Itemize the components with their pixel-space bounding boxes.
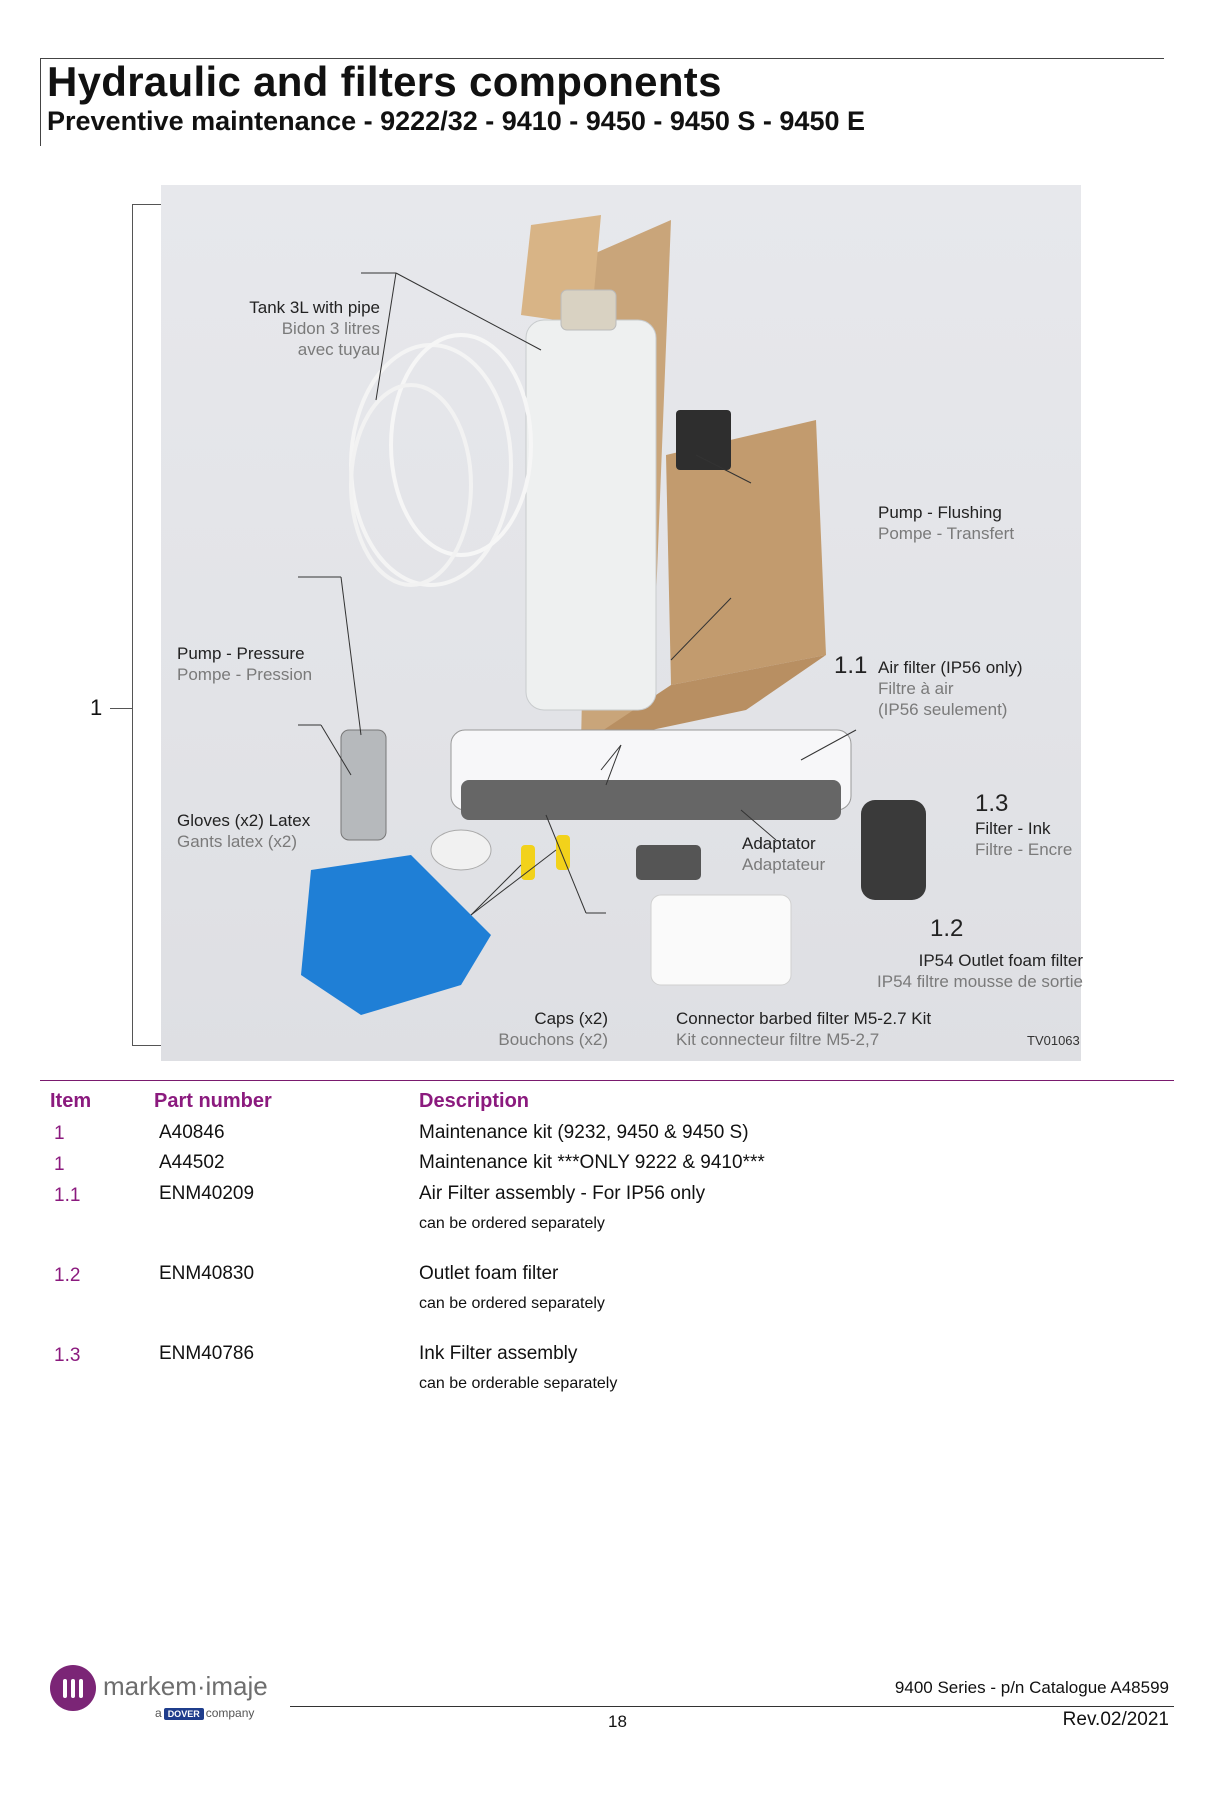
- callout-pump-pressure: Pump - Pressure Pompe - Pression: [177, 644, 313, 684]
- callout-number-1-2: 1.2: [930, 915, 964, 942]
- tank-body: [526, 320, 656, 710]
- tank-cap: [561, 290, 616, 330]
- figure-item-label: 1: [90, 695, 103, 720]
- adaptator-part: [636, 845, 701, 880]
- row-1-part: A40846: [159, 1122, 225, 1143]
- air-filter-tray: [461, 780, 841, 820]
- callout-gloves: Gloves (x2) Latex Gants latex (x2): [177, 811, 311, 851]
- logo-subline: a DOVER company: [155, 1706, 255, 1720]
- callout-adaptator: Adaptator Adaptateur: [742, 834, 826, 874]
- dover-logo: DOVER: [164, 1708, 204, 1720]
- footer-catalogue: 9400 Series - p/n Catalogue A48599: [894, 1678, 1169, 1697]
- cap-white: [431, 830, 491, 870]
- row-3-note: can be ordered separately: [419, 1215, 605, 1232]
- row-2-desc: Maintenance kit ***ONLY 9222 & 9410***: [419, 1152, 765, 1173]
- row-4-part: ENM40830: [159, 1263, 255, 1284]
- row-1-item: 1: [54, 1123, 65, 1144]
- yellow-cap-2: [556, 835, 570, 870]
- row-1-desc: Maintenance kit (9232, 9450 & 9450 S): [419, 1122, 749, 1143]
- image-reference: TV01063: [1027, 1033, 1080, 1048]
- logo-wordmark: markem·imaje: [103, 1671, 268, 1701]
- markem-imaje-logo-icon: [50, 1665, 96, 1711]
- callout-ink-filter: Filter - Ink Filtre - Encre: [975, 819, 1073, 859]
- pressure-pump: [341, 730, 386, 840]
- callout-tank: Tank 3L with pipe Bidon 3 litres avec tuyau: [249, 298, 380, 359]
- callout-connector: Connector barbed filter M5-2.7 Kit Kit connecteur filtre M5-2,7: [676, 1009, 932, 1049]
- row-4-desc: Outlet foam filter: [419, 1263, 559, 1284]
- row-4-item: 1.2: [54, 1265, 81, 1286]
- flushing-pump: [676, 410, 731, 470]
- gloves: [301, 855, 491, 1015]
- header-side-rule: [40, 58, 41, 146]
- row-4-note: can be ordered separately: [419, 1295, 605, 1312]
- callout-pump-flushing: Pump - Flushing Pompe - Transfert: [878, 503, 1015, 543]
- figure-item-tick: [110, 708, 132, 709]
- row-5-desc: Ink Filter assembly: [419, 1343, 578, 1364]
- page-subtitle: Preventive maintenance - 9222/32 - 9410 - 9450 - 9450 S - 9450 E: [47, 106, 865, 136]
- callout-number-1-1: 1.1: [834, 652, 868, 679]
- ink-filter: [861, 800, 926, 900]
- row-2-item: 1: [54, 1154, 65, 1175]
- outlet-foam-filter: [651, 895, 791, 985]
- footer-rule: [290, 1706, 1174, 1707]
- row-3-desc: Air Filter assembly - For IP56 only: [419, 1183, 706, 1204]
- callout-foam-filter: IP54 Outlet foam filter IP54 filtre mousse de sortie: [877, 951, 1083, 991]
- page-title: Hydraulic and filters components: [47, 58, 722, 105]
- header-part-number: Part number: [154, 1090, 272, 1112]
- callout-air-filter: Air filter (IP56 only) Filtre à air (IP56 seulement): [878, 658, 1023, 719]
- row-5-item: 1.3: [54, 1345, 81, 1366]
- row-2-part: A44502: [159, 1152, 225, 1173]
- footer-revision: Rev.02/2021: [1062, 1709, 1169, 1730]
- header-description: Description: [419, 1090, 530, 1112]
- table-top-rule: [40, 1080, 1174, 1081]
- header-item: Item: [50, 1090, 92, 1112]
- row-3-part: ENM40209: [159, 1183, 255, 1204]
- row-5-part: ENM40786: [159, 1343, 255, 1364]
- figure-bracket: [132, 204, 133, 1046]
- pipe-coil-3: [351, 385, 471, 585]
- callout-caps: Caps (x2) Bouchons (x2): [498, 1009, 608, 1049]
- row-5-note: can be orderable separately: [419, 1375, 618, 1392]
- row-3-item: 1.1: [54, 1185, 81, 1206]
- callout-number-1-3: 1.3: [975, 790, 1009, 817]
- page-number: 18: [608, 1712, 627, 1731]
